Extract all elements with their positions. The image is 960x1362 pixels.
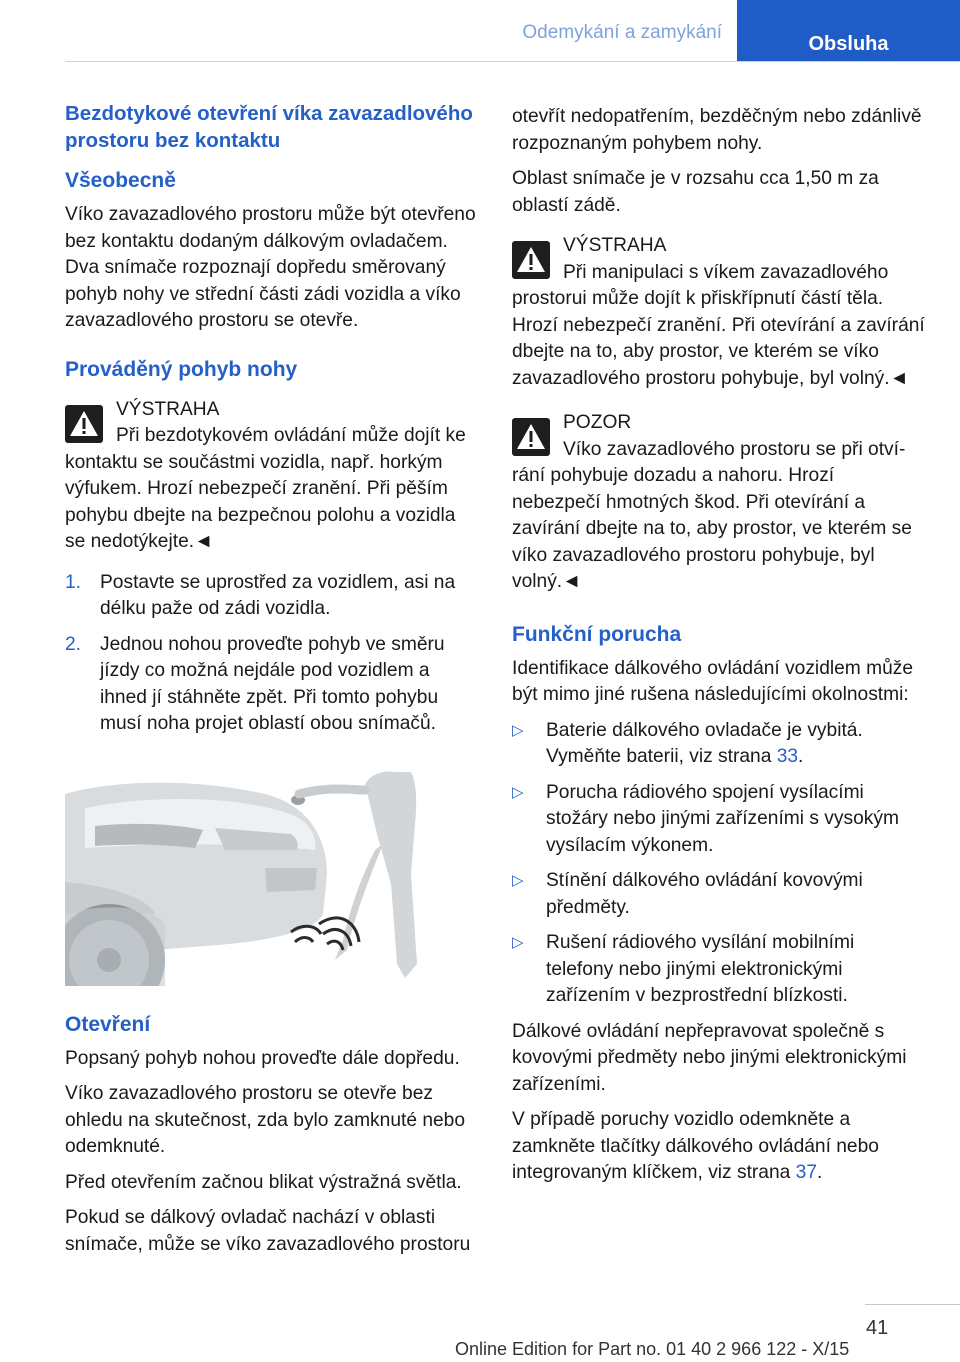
fault-list [512,718,926,1010]
continuation-paragraph-2: Oblast snímače je v rozsahu cca 1,50 m za oblastí zádě. [512,168,879,216]
step-text: Postavte se uprostřed za vozidlem, asi na délku paže od zádi vozidla. [100,571,456,619]
step-number: 1. [65,571,82,593]
continuation-paragraph-1: otevřít nedopatřením, bezděčným nebo zdánlivě rozpoznaným pohybem nohy. [512,106,922,154]
bullet-text-after: . [798,746,804,767]
list-item [512,868,926,921]
warning-text-first: Při bezdotykovém ovládání může dojít ke [116,425,466,446]
warning-text-first: Při manipulaci s víkem zavazadlového [563,261,889,283]
fault-paragraph-3 [512,1107,926,1187]
left-column [65,100,479,1267]
list-item [512,930,926,1010]
subheading-foot-movement: Prováděný pohyb nohy [65,357,298,381]
warning-block [512,233,926,392]
page-link[interactable]: 37 [795,1162,817,1183]
warning-label: VÝSTRAHA [563,235,667,256]
subheading-general: Všeobecně [65,169,176,192]
steps-list [65,570,479,738]
page-number: 41 [866,1317,889,1339]
triangle-bullet-icon: ▷ [512,721,524,739]
opening-paragraph-4: Pokud se dálkový ovladač nachází v oblasti snímače, může se víko zavazadlového prostoru [65,1207,471,1255]
fault-paragraph-3-after: . [817,1162,823,1183]
caution-text-first: Víko zavazadlového prostoru se při otví- [563,438,906,460]
section-title: Bezdotykové otevření víka zavazadlového prostoru bez kontaktu [65,102,473,152]
list-item [512,718,926,771]
opening-paragraph-1: Popsaný pohyb nohou proveďte dále dopředu. [65,1047,460,1069]
triangle-bullet-icon: ▷ [512,783,524,801]
bullet-text: Stínění dálkového ovládání kovovými předměty. [546,870,863,918]
bullet-text: Baterie dálkového ovladače je vybitá. Vyměňte baterii, viz strana [546,719,863,767]
edition-footer: Online Edition for Part no. 01 40 2 966 122 - X/15 [455,1339,850,1359]
step-number: 2. [65,633,82,655]
fault-paragraph-3-text: V případě poruchy vozidlo odemkněte a zamkněte tlačítky dálkového ovládání nebo integrovaným klíčkem, viz strana [512,1109,879,1183]
triangle-bullet-icon: ▷ [512,872,524,889]
warning-text: kontaktu se součástmi vozidla, např. horkým výfukem. Hrozí nebezpečí zranění. Při pěším pohybu dbejte na bezpečnou polohu a vozidla se nedotýkejte.◄ [65,451,456,552]
general-paragraph: Víko zavazadlového prostoru může být otevřeno bez kontaktu dodaným dálkovým ovladačem. Dva snímače rozpoznají dopředu směrovaný pohyb nohy ve střední části zádi vozidla a víko zavazadlového prostoru se otevře. [65,204,476,331]
caution-triangle-icon [512,418,550,456]
warning-triangle-icon [65,405,103,443]
footer-rule [865,1304,960,1305]
warning-triangle-icon [512,241,550,279]
page-header [0,0,960,62]
caution-text: rání pohybuje dozadu a nahoru. Hrozí nebezpečí hmotných škod. Při otevírání a zavírání dbejte na to, aby prostor, ve kterém se víko zavazadlového prostoru pohybuje, byl volný.◄ [512,465,912,592]
header-section-title: Odemykání a zamykání [522,22,722,43]
opening-paragraph-2: Víko zavazadlového prostoru se otevře bez ohledu na skutečnost, zda bylo zamknuté nebo odemknuté. [65,1083,466,1157]
header-rule [65,61,960,62]
caution-label: POZOR [563,412,632,433]
caution-block [512,410,926,596]
right-column [512,104,926,1196]
list-item [65,632,479,738]
opening-paragraph-3: Před otevřením začnou blikat výstražná světla. [65,1171,462,1193]
list-item [65,570,479,623]
car-rear-foot-gesture-illustration [65,764,479,986]
step-text: Jednou nohou proveďte pohyb ve směru jízdy co možná nejdále pod vozidlem a ihned jí stáhněte zpět. Při tomto pohybu musí noha projet oblastí obou snímačů. [100,633,445,734]
fault-intro: Identifikace dálkového ovládání vozidlem může být mimo jiné rušena následujícími okolnostmi: [512,657,914,705]
bullet-text: Porucha rádiového spojení vysílacími stožáry nebo jinými zařízeními s vysokým vysílacím výkonem. [546,781,899,856]
subheading-opening: Otevření [65,1012,151,1036]
warning-label: VÝSTRAHA [116,398,220,420]
page-link[interactable]: 33 [776,746,799,767]
header-chapter-tab[interactable]: Obsluha [737,0,960,62]
triangle-bullet-icon: ▷ [512,934,524,951]
fault-paragraph-2: Dálkové ovládání nepřepravovat společně s kovovými předměty nebo jinými elektronickými zařízeními. [512,1020,907,1095]
warning-block [65,397,479,556]
warning-text: prostorui může dojít k přiskřípnutí částí těla. Hrozí nebezpečí zranění. Při otevírání a zavírání dbejte na to, aby prostor, ve kterém se víko zavazadlového prostoru pohybuje, byl volný.◄ [512,288,925,389]
subheading-fault: Funkční porucha [512,622,682,646]
list-item [512,780,926,860]
bullet-text: Rušení rádiového vysílání mobilními telefony nebo jinými elektronickými zařízením v bezprostřední blízkosti. [546,932,855,1006]
